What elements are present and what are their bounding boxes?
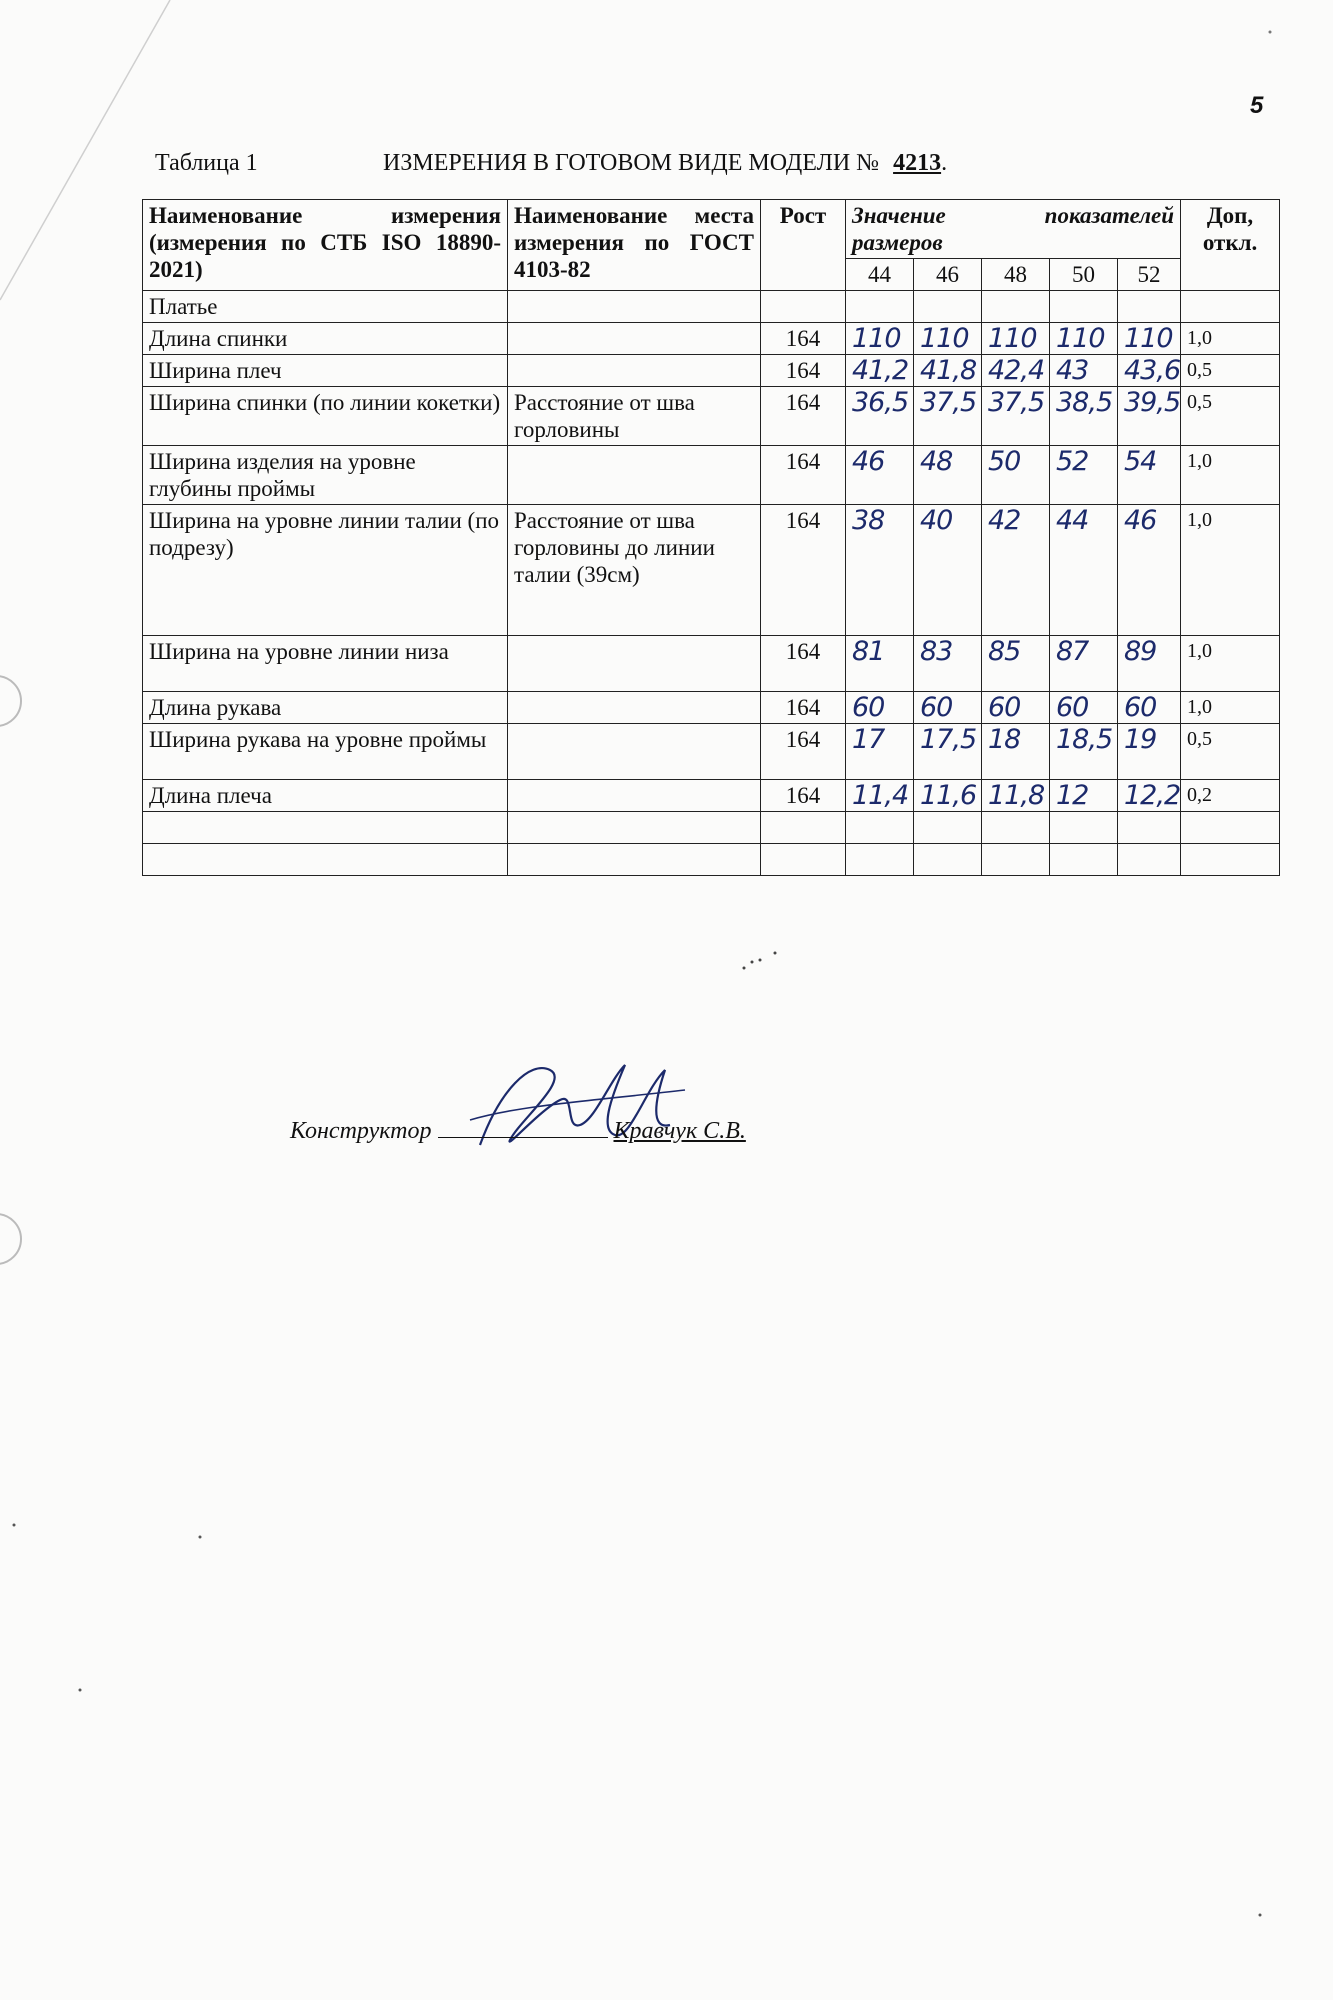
measurement-place: [508, 692, 761, 724]
section-row: [143, 291, 1280, 323]
handwritten-value: 41,2: [846, 355, 914, 387]
measurement-height: 164: [761, 323, 846, 355]
header-row: [143, 200, 1280, 259]
measurement-name: Ширина плеч: [143, 355, 508, 387]
handwritten-value: 60: [982, 692, 1050, 724]
handwritten-value: 52: [1050, 446, 1118, 505]
signature-name: Кравчук С.В.: [613, 1118, 746, 1144]
handwritten-value: 39,5: [1118, 387, 1181, 446]
section-title: Платье: [143, 291, 508, 323]
handwritten-value: 50: [982, 446, 1050, 505]
measurement-place: Расстояние от шва горловины до линии талии (39см): [508, 505, 761, 636]
table-row: [143, 692, 1280, 724]
handwritten-value: 43: [1050, 355, 1118, 387]
tolerance-value: 0,5: [1181, 724, 1280, 780]
handwritten-value: 110: [1050, 323, 1118, 355]
empty-row: [143, 844, 1280, 876]
handwritten-value: 60: [914, 692, 982, 724]
handwritten-value: 46: [1118, 505, 1181, 636]
handwritten-value: 17,5: [914, 724, 982, 780]
tolerance-value: 1,0: [1181, 446, 1280, 505]
handwritten-value: 38,5: [1050, 387, 1118, 446]
table-row: [143, 387, 1280, 446]
empty-row: [143, 812, 1280, 844]
signature-role: Конструктор: [290, 1118, 432, 1144]
tolerance-value: 1,0: [1181, 692, 1280, 724]
signature-line: [290, 1115, 746, 1145]
measurements-table: [142, 199, 1280, 876]
model-number: 4213: [893, 150, 942, 176]
measurement-name: Ширина рукава на уровне проймы: [143, 724, 508, 780]
measurement-height: 164: [761, 780, 846, 812]
measurement-name: Ширина на уровне линии талии (по подрезу): [143, 505, 508, 636]
measurement-place: [508, 323, 761, 355]
handwritten-value: 81: [846, 636, 914, 692]
measurement-place: [508, 355, 761, 387]
handwritten-value: 18,5: [1050, 724, 1118, 780]
measurement-place: [508, 724, 761, 780]
table-caption: [155, 150, 947, 177]
table-row: [143, 636, 1280, 692]
table-title: ИЗМЕРЕНИЯ В ГОТОВОМ ВИДЕ МОДЕЛИ №: [383, 150, 880, 176]
header-values: Значение показателей размеров: [846, 200, 1181, 259]
tolerance-value: 0,2: [1181, 780, 1280, 812]
tolerance-value: 1,0: [1181, 636, 1280, 692]
table-row: [143, 780, 1280, 812]
header-height: Рост: [761, 200, 846, 291]
handwritten-value: 110: [846, 323, 914, 355]
handwritten-value: 38: [846, 505, 914, 636]
header-place-name: Наименование места измерения по ГОСТ 4103-82: [508, 200, 761, 291]
measurement-height: 164: [761, 387, 846, 446]
handwritten-value: 85: [982, 636, 1050, 692]
caption-period: .: [941, 150, 948, 176]
tolerance-value: 1,0: [1181, 323, 1280, 355]
handwritten-value: 42: [982, 505, 1050, 636]
handwritten-value: 110: [914, 323, 982, 355]
handwritten-value: 19: [1118, 724, 1181, 780]
handwritten-value: 11,8: [982, 780, 1050, 812]
measurement-height: 164: [761, 446, 846, 505]
handwritten-value: 41,8: [914, 355, 982, 387]
handwritten-value: 48: [914, 446, 982, 505]
measurement-height: 164: [761, 355, 846, 387]
page-number: 5: [1250, 92, 1264, 119]
measurement-place: Расстояние от шва горловины: [508, 387, 761, 446]
size-50: 50: [1050, 259, 1118, 291]
measurement-height: 164: [761, 636, 846, 692]
handwritten-value: 83: [914, 636, 982, 692]
tolerance-value: 1,0: [1181, 505, 1280, 636]
handwritten-value: 110: [1118, 323, 1181, 355]
size-48: 48: [982, 259, 1050, 291]
handwritten-value: 44: [1050, 505, 1118, 636]
table-row: [143, 323, 1280, 355]
handwritten-value: 60: [1050, 692, 1118, 724]
measurement-place: [508, 636, 761, 692]
tolerance-value: 0,5: [1181, 387, 1280, 446]
handwritten-value: 54: [1118, 446, 1181, 505]
handwritten-value: 40: [914, 505, 982, 636]
size-44: 44: [846, 259, 914, 291]
table-row: [143, 505, 1280, 636]
size-52: 52: [1118, 259, 1181, 291]
handwritten-value: 87: [1050, 636, 1118, 692]
handwritten-value: 43,6: [1118, 355, 1181, 387]
measurement-name: Длина рукава: [143, 692, 508, 724]
measurement-name: Ширина спинки (по линии кокетки): [143, 387, 508, 446]
table-row: [143, 446, 1280, 505]
header-measurement-name: Наименование измерения (измерения по СТБ ISO 18890-2021): [143, 200, 508, 291]
handwritten-value: 12,2: [1118, 780, 1181, 812]
measurement-place: [508, 780, 761, 812]
handwritten-value: 17: [846, 724, 914, 780]
signature-blank: [438, 1115, 608, 1138]
table-body: [143, 323, 1280, 812]
measurement-name: Ширина на уровне линии низа: [143, 636, 508, 692]
measurement-name: Длина плеча: [143, 780, 508, 812]
handwritten-value: 46: [846, 446, 914, 505]
handwritten-value: 11,6: [914, 780, 982, 812]
handwritten-value: 110: [982, 323, 1050, 355]
handwritten-value: 36,5: [846, 387, 914, 446]
measurement-height: 164: [761, 692, 846, 724]
measurement-height: 164: [761, 724, 846, 780]
header-tolerance: Доп, откл.: [1181, 200, 1280, 291]
size-46: 46: [914, 259, 982, 291]
tolerance-value: 0,5: [1181, 355, 1280, 387]
handwritten-value: 18: [982, 724, 1050, 780]
handwritten-value: 60: [1118, 692, 1181, 724]
measurement-place: [508, 446, 761, 505]
measurement-name: Длина спинки: [143, 323, 508, 355]
handwritten-value: 37,5: [982, 387, 1050, 446]
table-label: Таблица 1: [155, 150, 258, 176]
measurement-name: Ширина изделия на уровне глубины проймы: [143, 446, 508, 505]
table-row: [143, 355, 1280, 387]
measurement-height: 164: [761, 505, 846, 636]
handwritten-value: 11,4: [846, 780, 914, 812]
handwritten-value: 60: [846, 692, 914, 724]
handwritten-value: 12: [1050, 780, 1118, 812]
handwritten-value: 89: [1118, 636, 1181, 692]
handwritten-value: 42,4: [982, 355, 1050, 387]
table-row: [143, 724, 1280, 780]
handwritten-value: 37,5: [914, 387, 982, 446]
